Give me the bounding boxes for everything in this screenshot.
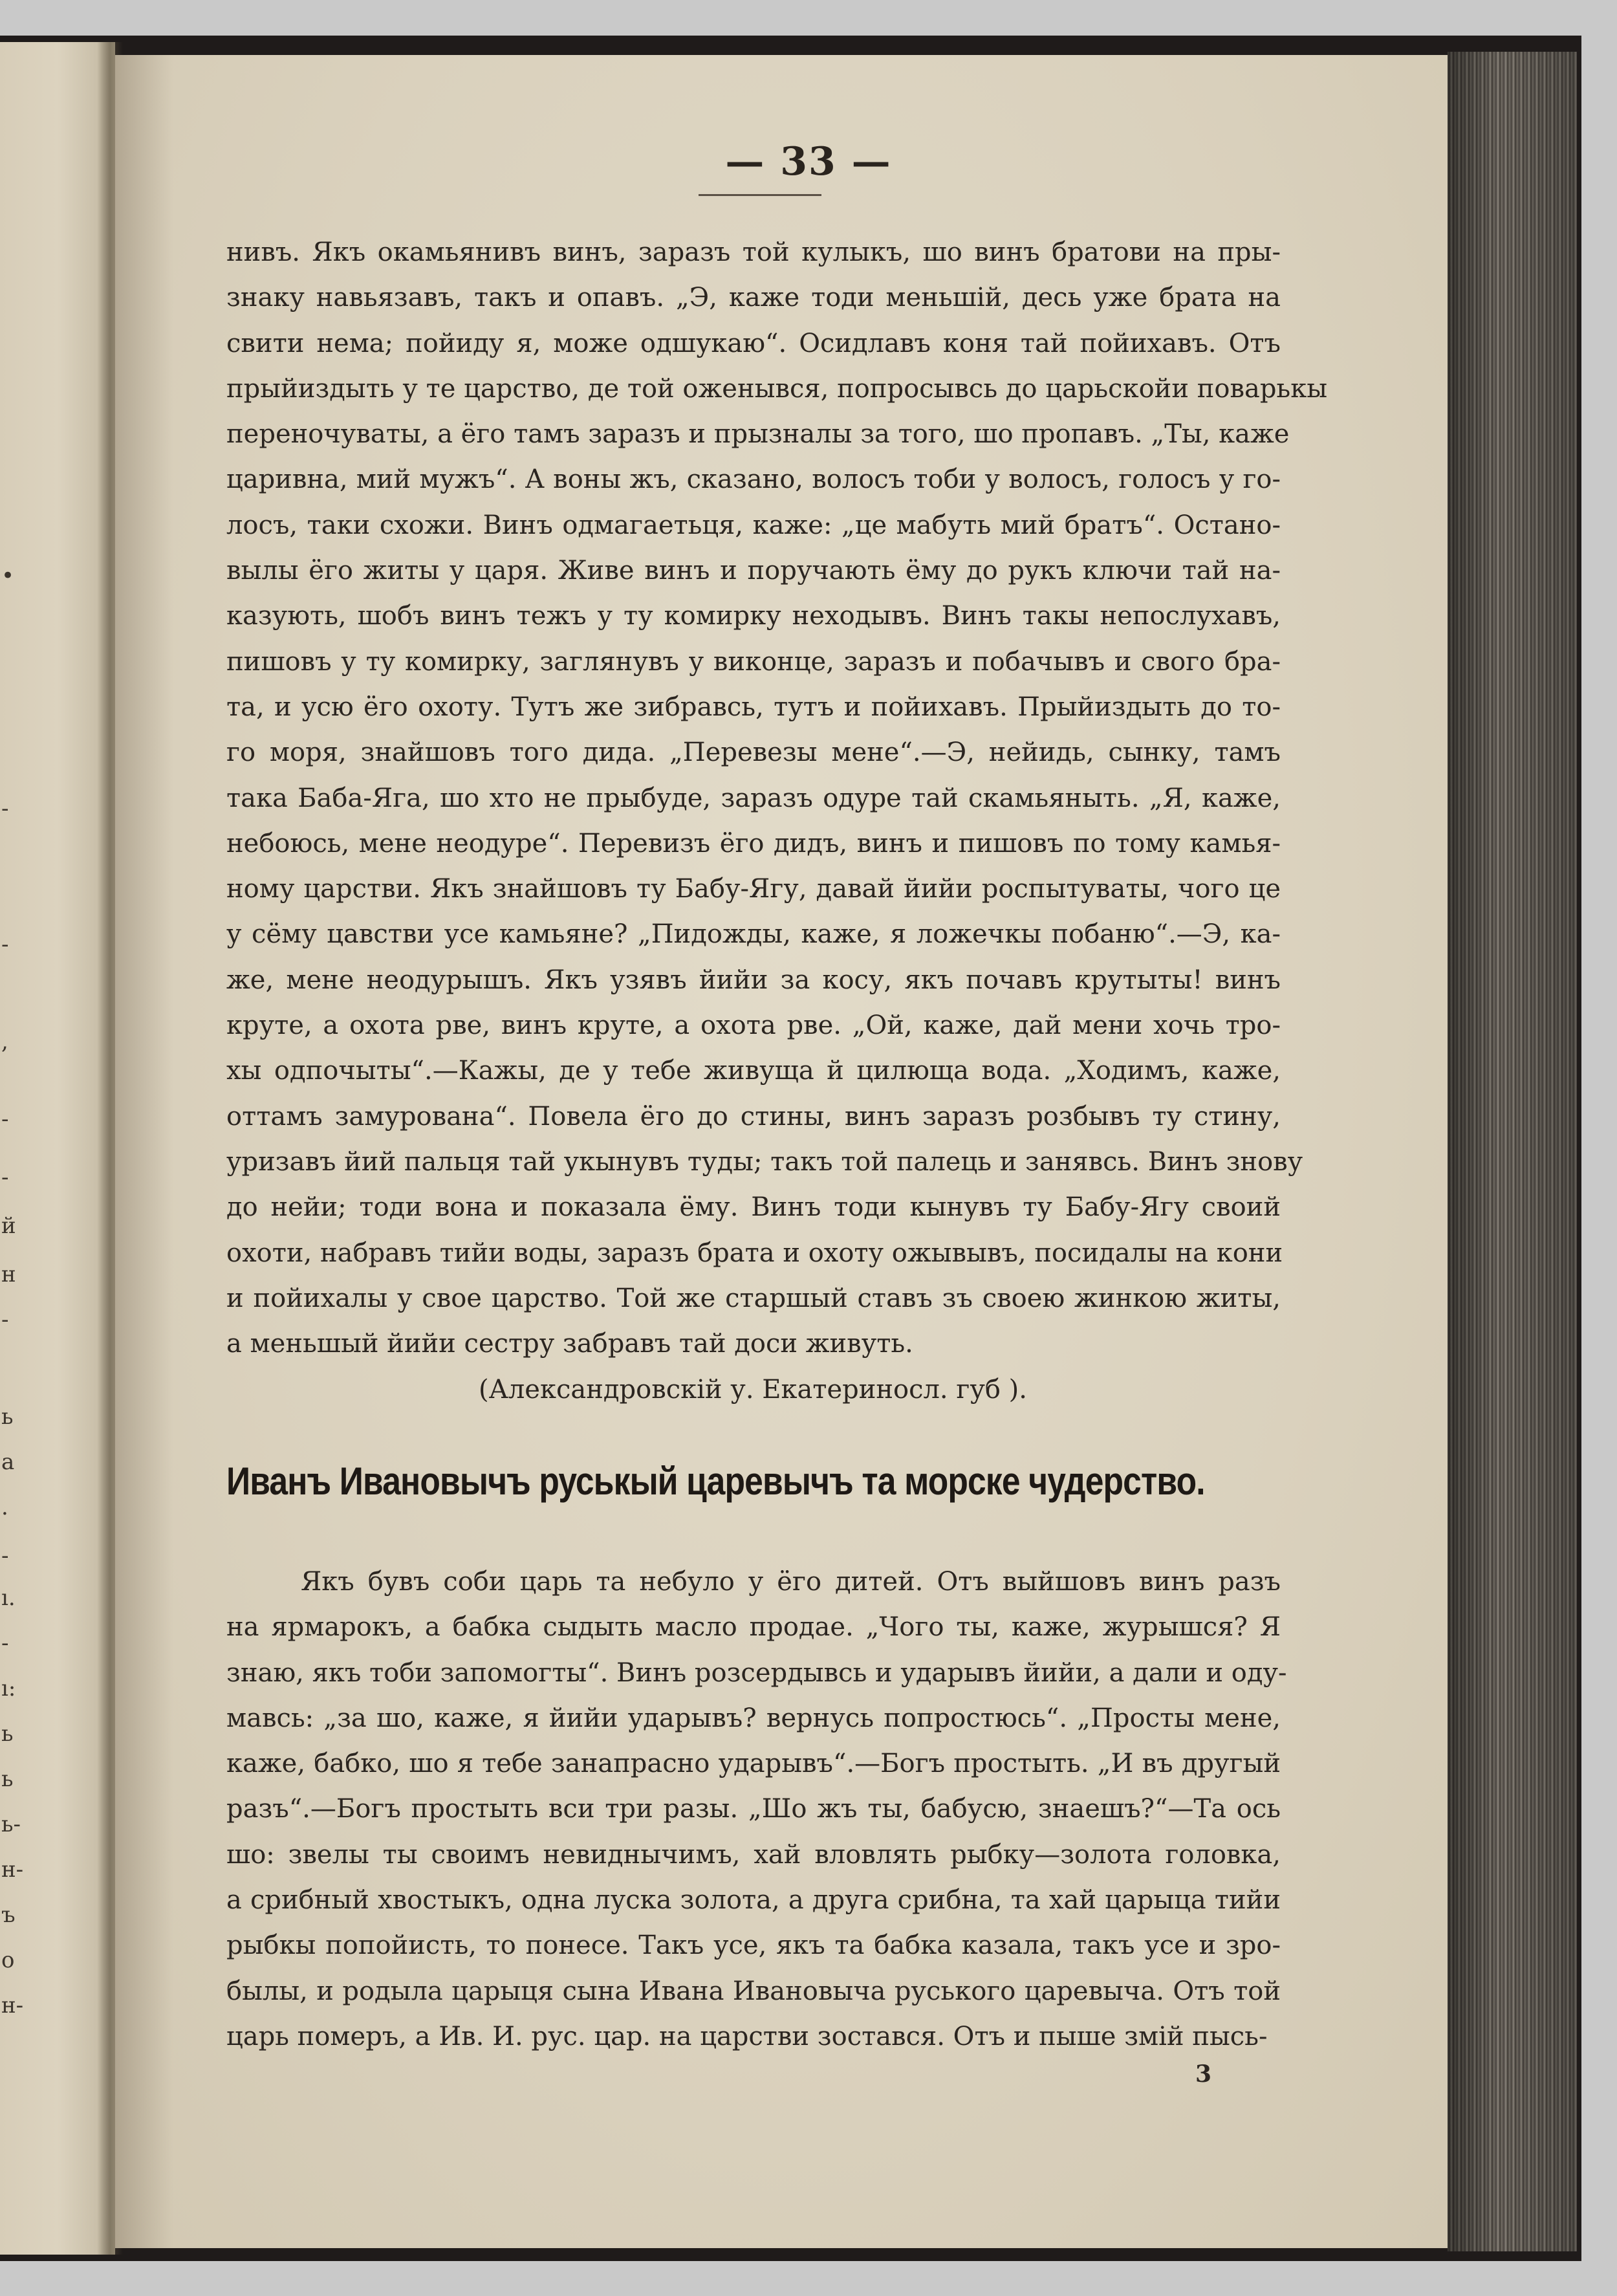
page-number: — 33 — (725, 139, 892, 184)
text-line: переночуваты, а ёго тамъ заразъ и прызналы за того, шо пропавъ. „Ты, каже (226, 419, 1290, 450)
story-title: Иванъ Ивановычъ руськый царевычъ та морске чудерство. (226, 1460, 1205, 1503)
text-line: та, и усю ёго охоту. Тутъ же зибравсь, тутъ и пойихавъ. Прыйиздыть до то- (226, 692, 1281, 722)
left-page-fragment: ь- (1, 1811, 21, 1837)
left-page-fragment: - (1, 1164, 9, 1190)
left-page-fragment: ь (1, 1766, 14, 1792)
text-line: свити нема; пойиду я, може одшукаю“. Осидлавъ коня тай пойихавъ. Отъ (226, 328, 1281, 358)
text-line: былы, и родыла царыця сына Ивана Ивановыча руського царевыча. Отъ той (226, 1976, 1281, 2006)
left-page-fragment: н- (1, 1857, 24, 1883)
text-line: го моря, знайшовъ того дида. „Перевезы мене“.—Э, нейидь, сынку, тамъ (226, 738, 1281, 768)
text-line: вылы ёго житы у царя. Живе винъ и поручають ёму до рукъ ключи тай на- (226, 556, 1281, 586)
left-page-fragment: й (1, 1213, 16, 1239)
left-page-text-fragments (0, 0, 39, 2296)
text-line: разъ“.—Богъ простыть вси три разы. „Шо жъ ты, бабусю, знаешъ?“—Та ось (226, 1794, 1281, 1824)
signature-mark: 3 (1195, 2061, 1212, 2088)
text-line: царивна, мий мужъ“. А воны жъ, сказано, волосъ тоби у волосъ, голосъ у го- (226, 465, 1281, 495)
text-line: ному царстви. Якъ знайшовъ ту Бабу-Ягу, давай йийи роспытуваты, чого це (226, 874, 1281, 904)
left-page-fragment: - (1, 932, 9, 957)
left-page-fragment: - (1, 1307, 9, 1333)
text-line: и пойихалы у свое царство. Той же старшый ставъ зъ своею жинкою житы, (226, 1283, 1281, 1313)
text-line: небоюсь, мене неодуре“. Перевизъ ёго дидъ, винъ и пишовъ по тому камья- (226, 828, 1281, 858)
left-page-fragment: , (1, 1029, 8, 1055)
text-line: казують, шобъ винъ тежъ у ту комирку неходывъ. Винъ такы непослухавъ, (226, 601, 1281, 631)
text-line: нивъ. Якъ окамьянивъ винъ, заразъ той кулыкъ, шо винъ братови на пры- (226, 237, 1281, 267)
text-line: шо: звелы ты своимъ невиднычимъ, хай вловлять рыбку—золота головка, (226, 1839, 1281, 1870)
text-line: же, мене неодурышъ. Якъ узявъ йийи за косу, якъ почавъ крутыты! винъ (226, 965, 1281, 995)
left-page-fragment: н (1, 1262, 16, 1287)
page-stack-shade (1448, 52, 1577, 2251)
left-page-fragment: - (1, 1106, 9, 1132)
text-line: знаю, якъ тоби запомогты“. Винъ розсердывсь и ударывъ йийи, а дали и оду- (226, 1657, 1287, 1688)
left-page-fragment: • (1, 563, 15, 589)
page-number-rule (699, 194, 821, 196)
text-line: мавсь: „за шо, каже, я йийи ударывъ? вернусь попростюсь“. „Просты мене, (226, 1703, 1281, 1733)
text-line: прыйиздыть у те царство, де той оженывся, попросывсь до царьскойи поварькы (226, 373, 1328, 404)
text-line: охоти, набравъ тийи воды, заразъ брата и охоту ожывывъ, посидалы на кони (226, 1238, 1283, 1268)
story-2-text (226, 1559, 1287, 2059)
text-line: а меньшый йийи сестру забравъ тай доси живуть. (226, 1329, 913, 1359)
left-page-fragment: о (1, 1947, 15, 1973)
text-line: до нейи; тоди вона и показала ёму. Винъ тоди кынувъ ту Бабу-Ягу своий (226, 1192, 1281, 1223)
text-line: пишовъ у ту комирку, заглянувъ у виконце, заразъ и побачывъ и свого бра- (226, 646, 1281, 677)
left-page-fragment: - (1, 1630, 9, 1656)
left-page-fragment: ъ (1, 1902, 16, 1928)
text-line: уризавъ йий пальця тай укынувъ туды; такъ той палець и занявсь. Винъ знову (226, 1146, 1303, 1177)
text-line: хы одпочыты“.—Кажы, де у тебе живуща й цилюща вода. „Ходимъ, каже, (226, 1056, 1281, 1086)
text-line: знаку навьязавъ, такъ и опавъ. „Э, каже тоди меньшій, десь уже брата на (226, 283, 1281, 313)
left-page-fragment: . (1, 1494, 8, 1520)
text-line: рыбкы попойисть, то понесе. Такъ усе, якъ та бабка казала, такъ усе и зро- (226, 1930, 1281, 1961)
text-line: Якъ бувъ соби царь та небуло у ёго дитей. Отъ выйшовъ винъ разъ (301, 1567, 1281, 1597)
text-line: а срибный хвостыкъ, одна луска золота, а друга срибна, та хай царыца тийи (226, 1885, 1281, 1916)
text-line: оттамъ замурована“. Повела ёго до стины, винъ заразъ розбывъ ту стину, (226, 1101, 1281, 1132)
left-page-fragment: н- (1, 1993, 24, 2018)
left-page-fragment: а (1, 1449, 15, 1475)
text-line: лосъ, таки схожи. Винъ одмагаетьця, каже: „це мабуть мий братъ“. Остано- (226, 510, 1281, 540)
story-1-text (226, 230, 1328, 1366)
source-note: (Александровскій у. Екатериносл. губ ). (479, 1375, 1027, 1405)
left-page-fragment: ı: (1, 1676, 16, 1701)
text-line: у сёму цавстви усе камьяне? „Пидожды, каже, я ложечкы побаню“.—Э, ка- (226, 919, 1281, 950)
left-page-fragment: ь (1, 1721, 14, 1747)
text-line: така Баба-Яга, шо хто не прыбуде, заразъ одуре тай скамьяныть. „Я, каже, (226, 783, 1281, 813)
text-line: на ярмарокъ, а бабка сыдыть масло продае. „Чого ты, каже, журышся? Я (226, 1612, 1281, 1643)
text-line: царь померъ, а Ив. И. рус. цар. на царстви зостався. Отъ и пыше змій пысь- (226, 2021, 1268, 2051)
text-line: каже, бабко, шо я тебе занапрасно ударывъ“.—Богъ простыть. „И въ другый (226, 1749, 1281, 1779)
left-page-fragment: ı. (1, 1585, 16, 1611)
left-page-fragment: ь (1, 1404, 14, 1430)
left-page-fragment: - (1, 1543, 9, 1569)
left-page-fragment: - (1, 796, 9, 822)
text-line: круте, а охота рве, винъ круте, а охота рве. „Ой, каже, дай мени хочь тро- (226, 1011, 1281, 1041)
page-shadow (115, 55, 173, 2248)
